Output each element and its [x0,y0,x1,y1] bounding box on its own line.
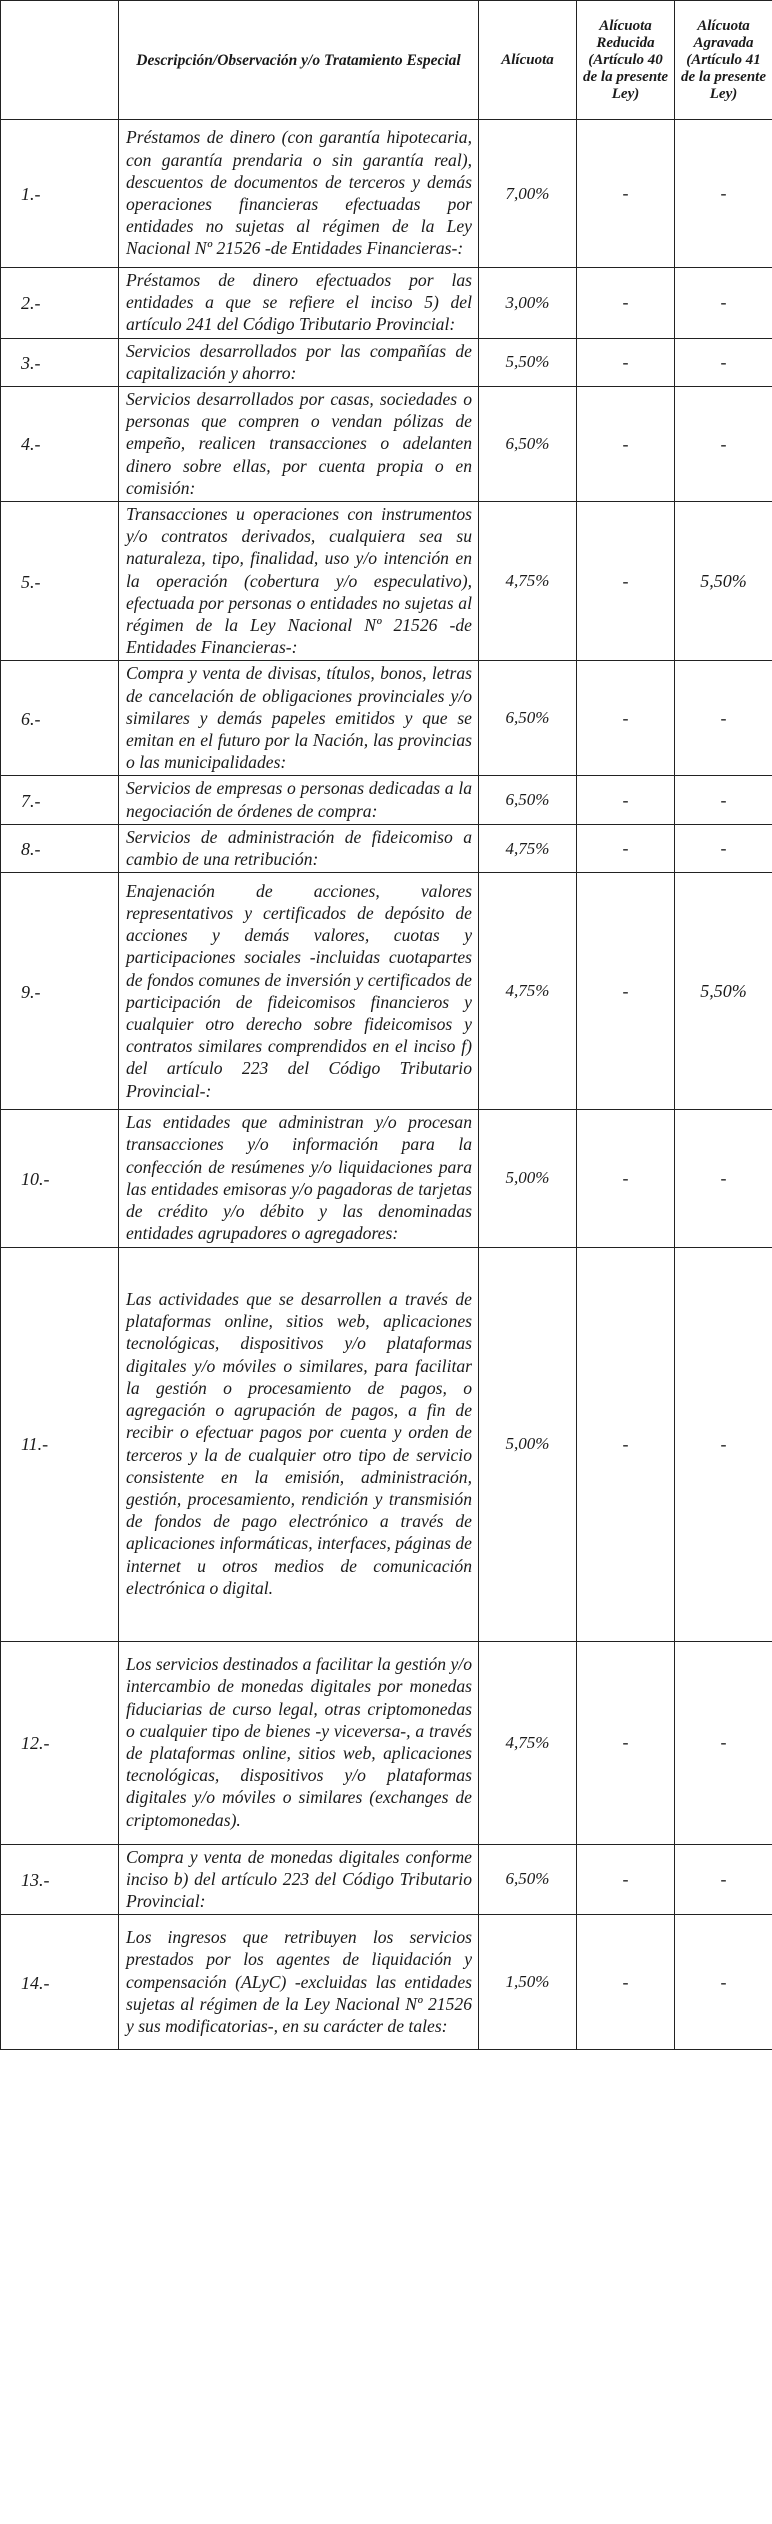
item-aggravated-rate: - [675,120,772,268]
item-aggravated-rate: - [675,268,772,339]
item-aggravated-rate: 5,50% [675,873,772,1110]
item-number: 10.- [1,1110,119,1247]
item-rate: 6,50% [479,387,577,502]
item-number: 6.- [1,661,119,776]
item-reduced-rate: - [577,1641,675,1844]
item-number: 3.- [1,338,119,386]
item-number: 2.- [1,268,119,339]
table-row [1,268,772,339]
item-reduced-rate: - [577,873,675,1110]
header-reduced-rate: Alícuota Reducida (Artículo 40 de la presente Ley) [577,1,675,120]
item-description: Los servicios destinados a facilitar la gestión y/o intercambio de monedas digitales por monedas fiduciarias de curso legal, otras criptomonedas o cualquier tipo de bienes -y viceversa-, a través de plataformas online, sitios web, aplicaciones tecnológicas, dispositivos y/o plataformas digitales y/o móviles o similares (exchanges de criptomonedas). [119,1641,479,1844]
item-reduced-rate: - [577,268,675,339]
item-rate: 6,50% [479,1844,577,1915]
table-row [1,661,772,776]
item-aggravated-rate: - [675,776,772,824]
table-row [1,1844,772,1915]
item-number: 11.- [1,1247,119,1641]
item-description: Servicios desarrollados por las compañías de capitalización y ahorro: [119,338,479,386]
item-reduced-rate: - [577,1915,675,2050]
item-aggravated-rate: - [675,1641,772,1844]
item-description: Servicios de empresas o personas dedicadas a la negociación de órdenes de compra: [119,776,479,824]
item-reduced-rate: - [577,1247,675,1641]
table-row [1,338,772,386]
header-aggravated-rate: Alícuota Agravada (Artículo 41 de la presente Ley) [675,1,772,120]
item-description: Servicios desarrollados por casas, sociedades o personas que compren o vendan pólizas de empeño, realicen transacciones o adelanten dinero sobre ellas, por cuenta propia o en comisión: [119,387,479,502]
item-description: Enajenación de acciones, valores representativos y certificados de depósito de acciones y demás valores, cuotas y participaciones sociales -incluidas cuotapartes de fondos comunes de inversión y certificados de participación de fideicomisos financieros y cualquier otro derecho sobre fideicomisos y contratos similares comprendidos en el inciso f) del artículo 223 del Código Tributario Provincial-: [119,873,479,1110]
header-rate: Alícuota [479,1,577,120]
table-row [1,1110,772,1247]
item-number: 14.- [1,1915,119,2050]
table-row [1,1247,772,1641]
item-reduced-rate: - [577,1844,675,1915]
item-rate: 3,00% [479,268,577,339]
item-rate: 6,50% [479,776,577,824]
item-number: 8.- [1,824,119,872]
item-reduced-rate: - [577,387,675,502]
item-rate: 5,50% [479,338,577,386]
item-number: 9.- [1,873,119,1110]
item-aggravated-rate: - [675,1844,772,1915]
item-description: Préstamos de dinero (con garantía hipotecaria, con garantía prendaria o sin garantía real), descuentos de documentos de terceros y demás operaciones financieras efectuadas por entidades no sujetas al régimen de la Ley Nacional Nº 21526 -de Entidades Financieras-: [119,120,479,268]
item-aggravated-rate: - [675,1247,772,1641]
table-row [1,873,772,1110]
item-rate: 5,00% [479,1247,577,1641]
item-aggravated-rate: 5,50% [675,502,772,661]
header-description: Descripción/Observación y/o Tratamiento Especial [119,1,479,120]
item-description: Servicios de administración de fideicomiso a cambio de una retribución: [119,824,479,872]
item-reduced-rate: - [577,1110,675,1247]
item-rate: 5,00% [479,1110,577,1247]
item-aggravated-rate: - [675,1915,772,2050]
item-number: 1.- [1,120,119,268]
item-number: 4.- [1,387,119,502]
table-row [1,1915,772,2050]
table-row [1,387,772,502]
item-aggravated-rate: - [675,661,772,776]
item-aggravated-rate: - [675,1110,772,1247]
item-aggravated-rate: - [675,338,772,386]
item-number: 12.- [1,1641,119,1844]
item-rate: 4,75% [479,873,577,1110]
item-description: Transacciones u operaciones con instrumentos y/o contratos derivados, cualquiera sea su naturaleza, tipo, finalidad, uso y/o intención en la operación (cobertura y/o especulativo), efectuada por personas o entidades no sujetas al régimen de la Ley Nacional Nº 21526 -de Entidades Financieras-: [119,502,479,661]
item-reduced-rate: - [577,661,675,776]
item-number: 7.- [1,776,119,824]
table-row [1,1641,772,1844]
table-header-row [1,1,772,120]
item-reduced-rate: - [577,824,675,872]
item-description: Compra y venta de divisas, títulos, bonos, letras de cancelación de obligaciones provinciales y/o similares y demás papeles emitidos y que se emitan en el futuro por la Nación, las provincias o las municipalidades: [119,661,479,776]
item-description: Las actividades que se desarrollen a través de plataformas online, sitios web, aplicaciones tecnológicas, dispositivos y/o plataformas digitales y/o móviles o similares, para facilitar la gestión o procesamiento de pagos, o agregación o agrupación de pagos, a fin de recibir o efectuar pagos por cuenta y orden de terceros y la de cualquier otro tipo de servicio consistente en la emisión, administración, gestión, procesamiento, rendición y transmisión de fondos de pago electrónico a través de aplicaciones informáticas, interfaces, páginas de internet u otros medios de comunicación electrónica o digital. [119,1247,479,1641]
item-reduced-rate: - [577,338,675,386]
item-description: Compra y venta de monedas digitales conforme inciso b) del artículo 223 del Código Tributario Provincial: [119,1844,479,1915]
table-body [1,120,772,2050]
item-description: Préstamos de dinero efectuados por las entidades a que se refiere el inciso 5) del artículo 241 del Código Tributario Provincial: [119,268,479,339]
item-rate: 4,75% [479,1641,577,1844]
header-item-number [1,1,119,120]
item-reduced-rate: - [577,776,675,824]
item-description: Las entidades que administran y/o procesan transacciones y/o información para la confección de resúmenes y/o liquidaciones para las entidades emisoras y/o pagadoras de tarjetas de crédito y/o débito y las denominadas entidades agrupadores o agregadores: [119,1110,479,1247]
table-row [1,824,772,872]
item-rate: 7,00% [479,120,577,268]
item-reduced-rate: - [577,502,675,661]
item-rate: 1,50% [479,1915,577,2050]
item-rate: 4,75% [479,824,577,872]
item-rate: 6,50% [479,661,577,776]
item-number: 13.- [1,1844,119,1915]
item-aggravated-rate: - [675,824,772,872]
item-rate: 4,75% [479,502,577,661]
item-aggravated-rate: - [675,387,772,502]
table-row [1,776,772,824]
item-description: Los ingresos que retribuyen los servicios prestados por los agentes de liquidación y compensación (ALyC) -excluidas las entidades sujetas al régimen de la Ley Nacional Nº 21526 y sus modificatorias-, en su carácter de tales: [119,1915,479,2050]
item-number: 5.- [1,502,119,661]
table-row [1,502,772,661]
item-reduced-rate: - [577,120,675,268]
table-row [1,120,772,268]
